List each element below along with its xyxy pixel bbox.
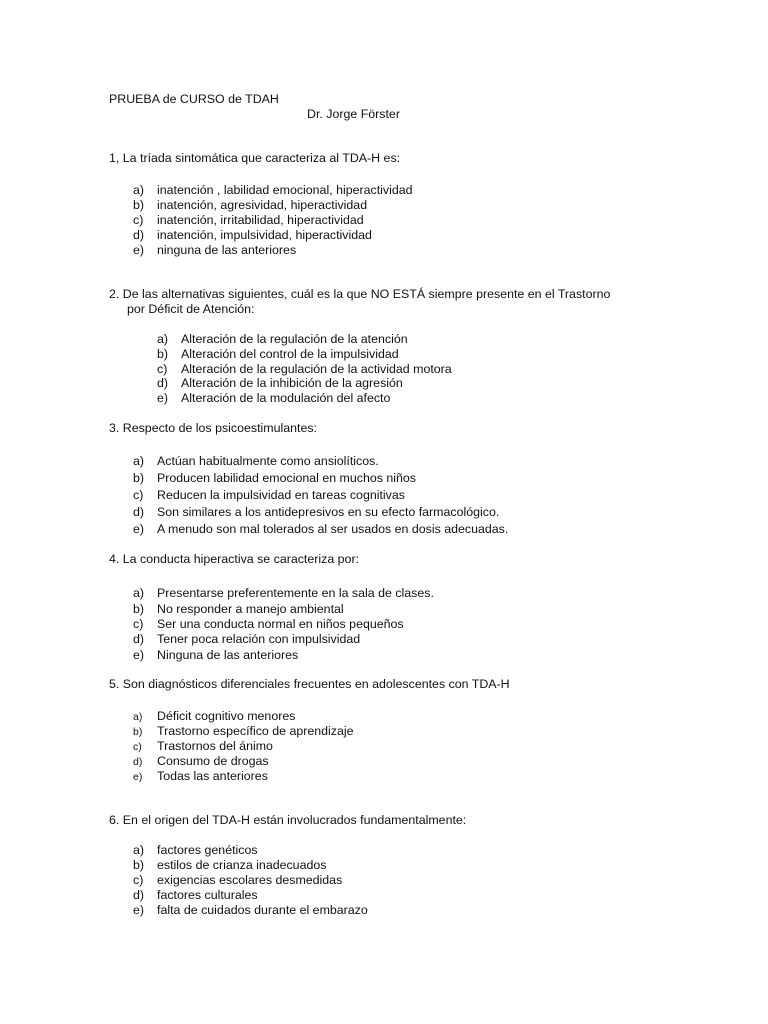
question-5-option-d [133,754,269,770]
question-6-option-c [133,873,342,888]
question-2-option-b [157,347,399,362]
option-text: inatención, agresividad, hiperactividad [157,198,368,212]
option-text: Todas las anteriores [157,769,268,783]
option-letter: b) [133,858,145,872]
option-letter: b) [133,726,143,738]
question-3-option-b [133,471,416,486]
option-letter: c) [133,873,144,887]
option-letter: d) [133,888,145,902]
option-letter: a) [157,332,169,346]
option-letter: a) [133,586,145,600]
question-6-option-e [133,903,368,918]
option-letter: e) [133,771,143,783]
question-5-option-b [133,724,354,740]
option-text: estilos de crianza inadecuados [157,858,327,872]
question-3-option-c [133,488,405,503]
option-letter: d) [133,632,145,646]
question-3-option-a [133,454,379,469]
option-letter: b) [133,602,145,616]
question-4-option-c [133,617,404,632]
option-text: Consumo de drogas [157,754,269,768]
option-letter: b) [133,198,145,212]
option-letter: d) [133,228,145,242]
option-letter: c) [157,362,168,376]
question-1-option-b [133,198,367,213]
question-1-option-a [133,183,413,198]
question-1-option-d [133,228,372,243]
question-5-option-a [133,709,295,725]
question-6-option-b [133,858,326,873]
option-text: Actúan habitualmente como ansiolíticos. [157,454,379,468]
document-title: PRUEBA de CURSO de TDAH [109,92,279,106]
option-letter: d) [133,505,145,519]
question-3-option-d [133,505,499,520]
option-text: No responder a manejo ambiental [157,602,344,616]
option-letter: e) [133,648,145,662]
option-letter: a) [133,454,145,468]
option-text: Ser una conducta normal en niños pequeños [157,617,404,631]
option-text: Alteración del control de la impulsividad [181,347,399,361]
option-text: inatención, irritabilidad, hiperactividad [157,213,364,227]
option-text: ninguna de las anteriores [157,243,297,257]
option-text: Presentarse preferentemente en la sala de clases. [157,586,434,600]
question-2-text-continued: por Déficit de Atención: [127,302,255,316]
option-letter: e) [133,522,145,536]
option-letter: a) [133,843,145,857]
option-text: falta de cuidados durante el embarazo [157,903,368,917]
option-letter: e) [133,243,145,257]
question-2-option-d [157,376,403,391]
question-4-text: 4. La conducta hiperactiva se caracteriza por: [109,552,360,566]
question-5-text: 5. Son diagnósticos diferenciales frecuentes en adolescentes con TDA-H [109,677,510,691]
option-text: Son similares a los antidepresivos en su efecto farmacológico. [157,505,500,519]
question-4-option-b [133,602,344,617]
question-1-option-e [133,243,296,258]
option-text: inatención, impulsividad, hiperactividad [157,228,372,242]
question-4-option-d [133,632,360,647]
option-letter: a) [133,183,145,197]
question-5-option-c [133,739,273,755]
option-letter: d) [133,756,143,768]
question-6-option-a [133,843,258,858]
option-text: Alteración de la inhibición de la agresión [181,376,403,390]
option-letter: c) [133,741,142,753]
question-1-option-c [133,213,364,228]
question-3-option-e [133,522,508,537]
question-2-option-c [157,362,452,377]
option-text: Alteración de la regulación de la actividad motora [181,362,452,376]
option-text: Tener poca relación con impulsividad [157,632,361,646]
option-letter: b) [157,347,169,361]
option-text: Ninguna de las anteriores [157,648,299,662]
option-text: Reducen la impulsividad en tareas cognitivas [157,488,405,502]
option-letter: c) [133,488,144,502]
question-1-text: 1, La tríada sintomática que caracteriza al TDA-H es: [109,151,401,165]
question-2-text: 2. De las alternativas siguientes, cuál es la que NO ESTÁ siempre presente en el Trastorno [109,287,611,301]
question-5-option-e [133,769,268,785]
option-text: exigencias escolares desmedidas [157,873,343,887]
option-letter: d) [157,376,169,390]
question-6-option-d [133,888,258,903]
option-text: Producen labilidad emocional en muchos niños [157,471,416,485]
option-text: Déficit cognitivo menores [157,709,296,723]
document-author: Dr. Jorge Förster [307,107,400,121]
option-letter: c) [133,213,144,227]
option-letter: e) [133,903,145,917]
question-4-option-e [133,648,298,663]
option-text: Trastornos del ánimo [157,739,273,753]
question-3-text: 3. Respecto de los psicoestimulantes: [109,421,317,435]
option-text: Alteración de la modulación del afecto [181,391,391,405]
option-text: factores culturales [157,888,258,902]
option-text: factores genéticos [157,843,258,857]
question-2-option-a [157,332,408,347]
option-text: inatención , labilidad emocional, hiperactividad [157,183,413,197]
option-letter: a) [133,711,143,723]
option-letter: e) [157,391,169,405]
question-4-option-a [133,586,434,601]
option-text: Trastorno específico de aprendizaje [157,724,354,738]
option-text: Alteración de la regulación de la atención [181,332,408,346]
option-letter: c) [133,617,144,631]
option-text: A menudo son mal tolerados al ser usados en dosis adecuadas. [157,522,509,536]
question-6-text: 6. En el origen del TDA-H están involucrados fundamentalmente: [109,813,467,827]
option-letter: b) [133,471,145,485]
question-2-option-e [157,391,390,406]
